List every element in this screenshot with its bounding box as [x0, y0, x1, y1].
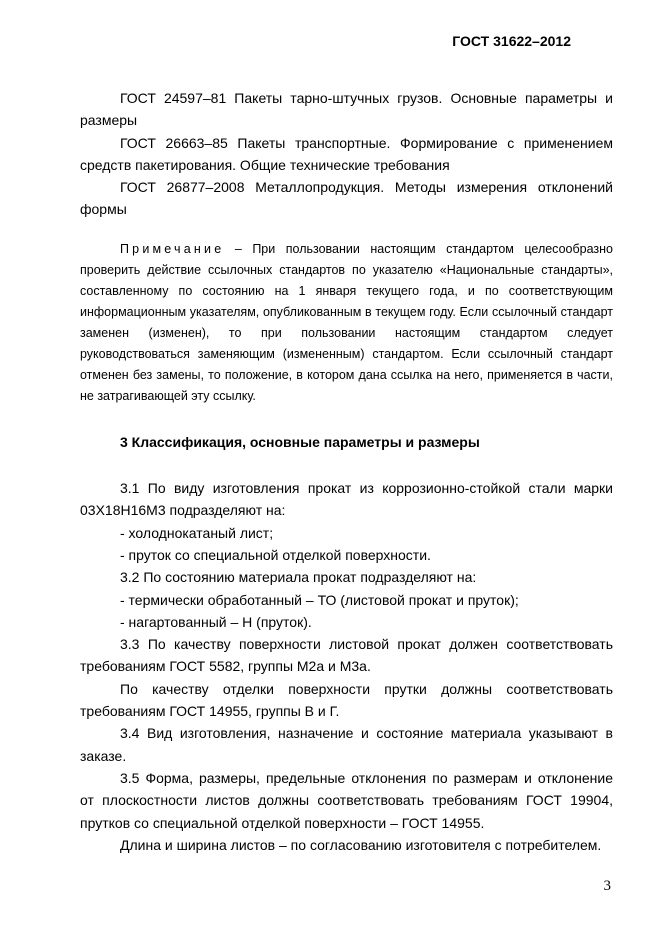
clause-3-3-bars: По качеству отделки поверхности прутки должны соответствовать требованиям ГОСТ 14955, группы В и Г. — [80, 680, 613, 720]
list-item: - термически обработанный – ТО (листовой прокат и пруток); — [120, 591, 519, 608]
note-paragraph — [80, 239, 613, 407]
reference-gost-26877: ГОСТ 26877–2008 Металлопродукция. Методы измерения отклонений формы — [80, 179, 613, 218]
list-item: - холоднокатаный лист; — [120, 524, 274, 541]
page-body — [80, 87, 613, 856]
section-title: 3 Классификация, основные параметры и размеры — [120, 433, 480, 450]
list-item: - пруток со специальной отделкой поверхности. — [120, 546, 431, 563]
reference-gost-26663: ГОСТ 26663–85 Пакеты транспортные. Формирование с применением средств пакетирования. Общие технические требования — [80, 134, 613, 173]
note-label: Примечание — [120, 241, 225, 256]
clause-3-4: 3.4 Вид изготовления, назначение и состояние материала указывают в заказе. — [80, 725, 613, 764]
clause-3-1: 3.1 По виду изготовления прокат из коррозионно-стойкой стали марки 03Х18Н16М3 подразделяют на: — [80, 480, 613, 519]
document-header: ГОСТ 31622–2012 — [452, 33, 571, 49]
clause-3-3: 3.3 По качеству поверхности листовой прокат должен соответствовать требованиям ГОСТ 5582, группы М2а и М3а. — [80, 636, 613, 675]
clause-sheet-dimensions: Длина и ширина листов – по согласованию изготовителя с потребителем. — [120, 836, 602, 853]
list-item: - нагартованный – Н (пруток). — [120, 613, 312, 630]
clause-3-5: 3.5 Форма, размеры, предельные отклонения по размерам и отклонение от плоскостности листов должны соответствовать требованиям ГОСТ 19904, прутков со специальной отделкой поверхности – ГОСТ 14955. — [80, 769, 613, 831]
clause-3-2: 3.2 По состоянию материала прокат подразделяют на: — [120, 569, 477, 586]
reference-gost-24597: ГОСТ 24597–81 Пакеты тарно-штучных грузов. Основные параметры и размеры — [80, 90, 613, 129]
note-text: – При пользовании настоящим стандартом целесообразно проверить действие ссылочных стандартов по указателю «Национальные стандарты», составленному по состоянию на 1 января текущего года, и по соответствующим информационным указателям, опубликованным в текущем году. Если ссылочный стандарт заменен (изменен), то при пользовании настоящим стандартом следует руководствоваться заменяющим (измененным) стандартом. Если ссылочный стандарт отменен без замены, то положение, в котором дана ссылка на него, применяется в части, не затрагивающей эту ссылку. — [80, 241, 613, 403]
page-number: 3 — [603, 878, 611, 894]
